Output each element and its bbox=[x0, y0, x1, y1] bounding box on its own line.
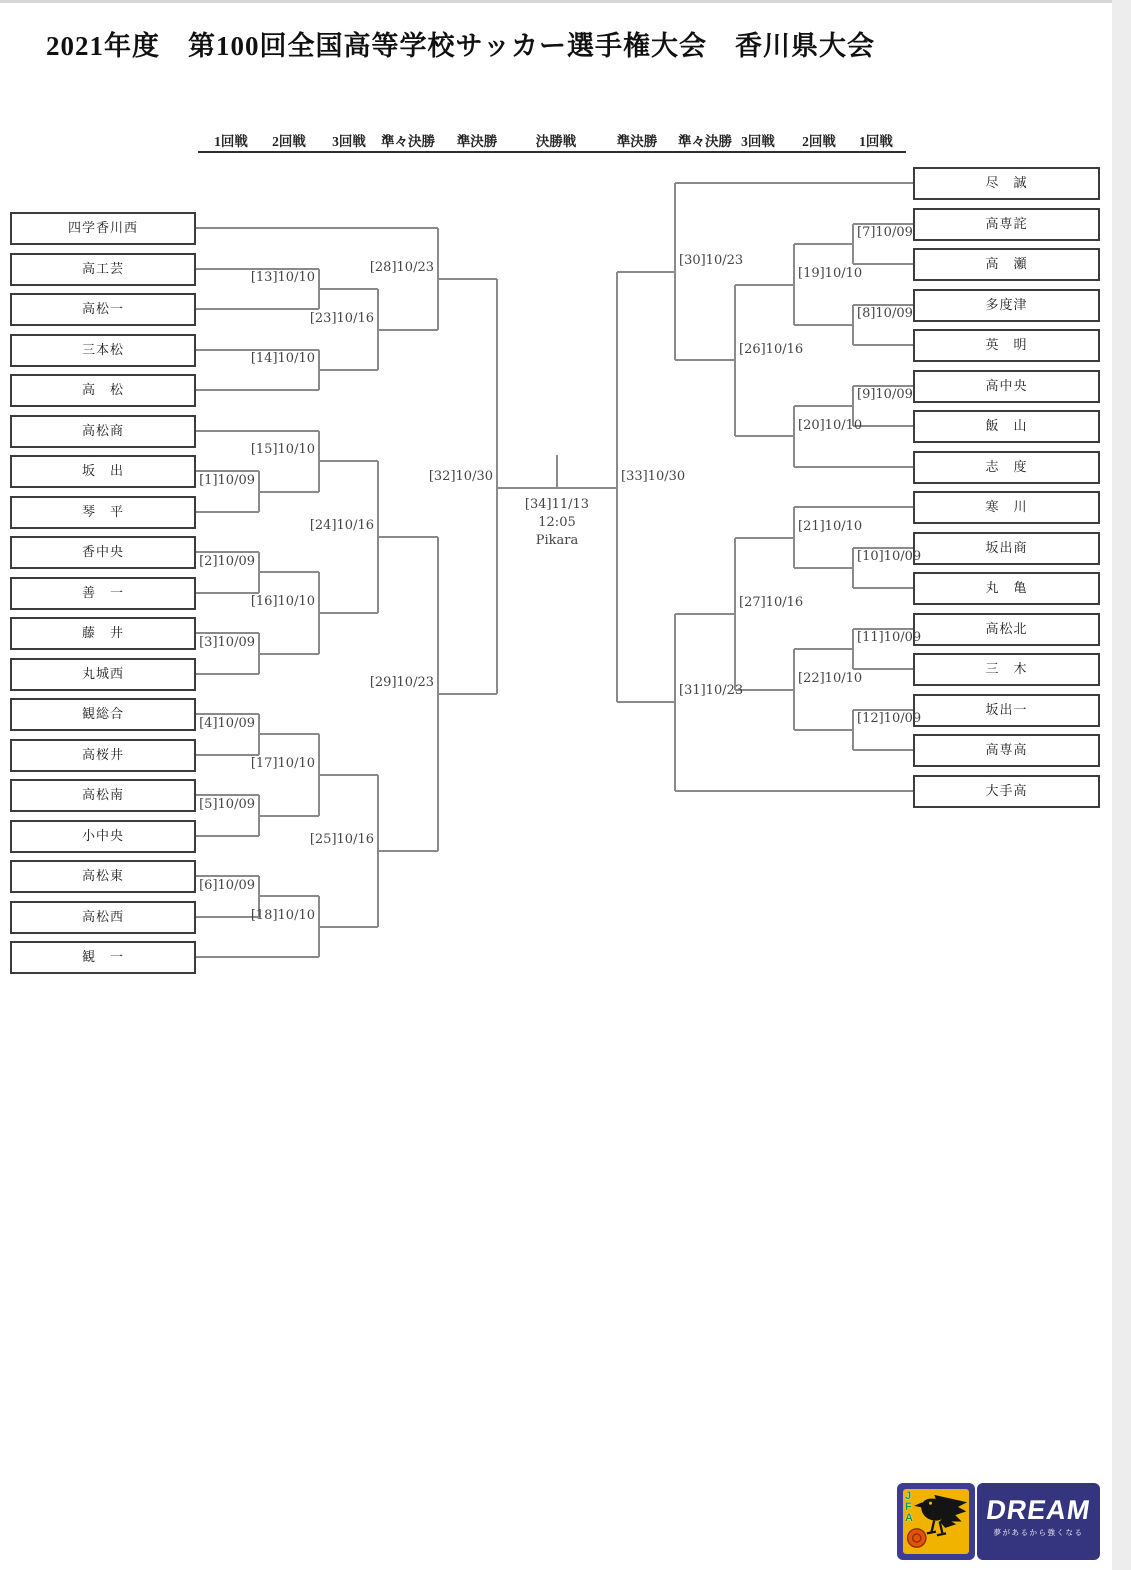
team-box bbox=[913, 694, 1100, 727]
team-name: 丸 亀 bbox=[985, 580, 1028, 595]
match-label-25: [25]10/16 bbox=[309, 832, 374, 847]
team-name: 丸城西 bbox=[81, 666, 124, 681]
team-name: 坂 出 bbox=[81, 463, 124, 478]
team-name: 尽 誠 bbox=[985, 175, 1028, 190]
match-label-29: [29]10/23 bbox=[369, 675, 434, 690]
match-label-7: [7]10/09 bbox=[857, 225, 913, 240]
team-name: 坂出一 bbox=[985, 702, 1028, 717]
team-box bbox=[10, 658, 196, 691]
match-label-31: [31]10/23 bbox=[679, 683, 744, 698]
final-match-venue: Pikara bbox=[535, 533, 579, 548]
team-box bbox=[10, 941, 196, 974]
final-match-time: 12:05 bbox=[538, 515, 576, 530]
team-box bbox=[913, 329, 1100, 362]
team-name: 香中央 bbox=[81, 544, 124, 559]
match-label-13: [13]10/10 bbox=[250, 270, 315, 285]
team-box bbox=[10, 779, 196, 812]
team-name: 観 一 bbox=[81, 949, 124, 964]
team-name: 高中央 bbox=[985, 378, 1028, 393]
team-name: 高 松 bbox=[81, 382, 124, 397]
match-label-14: [14]10/10 bbox=[250, 351, 315, 366]
team-box bbox=[10, 374, 196, 407]
team-box bbox=[913, 208, 1100, 241]
jfa-logo-background bbox=[903, 1489, 969, 1554]
match-label-8: [8]10/09 bbox=[857, 306, 913, 321]
team-name: 四学香川西 bbox=[67, 220, 138, 235]
team-name: 多度津 bbox=[985, 297, 1028, 312]
team-box bbox=[10, 415, 196, 448]
team-name: 小中央 bbox=[81, 828, 124, 843]
match-label-20: [20]10/10 bbox=[798, 418, 863, 433]
match-label-30: [30]10/23 bbox=[679, 253, 744, 268]
match-label-3: [3]10/09 bbox=[199, 635, 255, 650]
team-box bbox=[913, 613, 1100, 646]
match-label-11: [11]10/09 bbox=[857, 630, 922, 645]
team-name: 高松一 bbox=[81, 301, 124, 316]
bracket-lines-final bbox=[497, 455, 617, 488]
round-header-1: 1回戦 bbox=[214, 134, 248, 149]
team-name: 三 木 bbox=[985, 661, 1028, 676]
team-box bbox=[913, 572, 1100, 605]
round-header-2: 2回戦 bbox=[272, 134, 306, 149]
team-name: 高工芸 bbox=[81, 261, 124, 276]
team-box bbox=[913, 734, 1100, 767]
team-name: 高松南 bbox=[81, 787, 124, 802]
team-box bbox=[10, 455, 196, 488]
team-box bbox=[10, 820, 196, 853]
team-box bbox=[10, 334, 196, 367]
page-edge-top bbox=[0, 0, 1112, 3]
match-label-18: [18]10/10 bbox=[250, 908, 315, 923]
team-box bbox=[10, 536, 196, 569]
team-box bbox=[913, 167, 1100, 200]
round-header-10: 2回戦 bbox=[802, 134, 836, 149]
match-label-15: [15]10/10 bbox=[250, 442, 315, 457]
match-label-26: [26]10/16 bbox=[739, 342, 804, 357]
round-header-3: 3回戦 bbox=[332, 134, 366, 149]
team-name: 高松東 bbox=[81, 868, 124, 883]
team-name: 高桜井 bbox=[81, 747, 124, 762]
match-label-2: [2]10/09 bbox=[199, 554, 255, 569]
team-name: 高 瀬 bbox=[985, 256, 1028, 271]
jfa-letter-j: J bbox=[905, 1490, 912, 1502]
team-name: 飯 山 bbox=[985, 418, 1028, 433]
match-label-9: [9]10/09 bbox=[857, 387, 913, 402]
team-box bbox=[913, 775, 1100, 808]
team-box bbox=[913, 451, 1100, 484]
team-name: 高松北 bbox=[985, 621, 1028, 636]
team-box bbox=[10, 253, 196, 286]
round-header-9: 3回戦 bbox=[741, 134, 775, 149]
team-name: 志 度 bbox=[985, 459, 1028, 474]
team-name: 高松商 bbox=[81, 423, 124, 438]
match-label-19: [19]10/10 bbox=[798, 266, 863, 281]
team-box bbox=[913, 248, 1100, 281]
match-label-5: [5]10/09 bbox=[199, 797, 255, 812]
round-header-7: 準決勝 bbox=[616, 134, 658, 149]
match-label-21: [21]10/10 bbox=[798, 519, 863, 534]
team-name: 三本松 bbox=[81, 342, 124, 357]
team-box bbox=[10, 901, 196, 934]
team-name: 英 明 bbox=[985, 337, 1028, 352]
dream-logo bbox=[977, 1483, 1100, 1560]
team-box bbox=[10, 860, 196, 893]
match-label-10: [10]10/09 bbox=[857, 549, 922, 564]
round-header-8: 準々決勝 bbox=[678, 134, 732, 149]
page-title: 2021年度 第100回全国高等学校サッカー選手権大会 香川県大会 bbox=[46, 31, 875, 61]
match-label-17: [17]10/10 bbox=[250, 756, 315, 771]
match-label-4: [4]10/09 bbox=[199, 716, 255, 731]
bracket-lines-right bbox=[617, 183, 913, 791]
final-match-label: [34]11/13 bbox=[524, 497, 590, 512]
team-name: 藤 井 bbox=[81, 625, 124, 640]
team-box bbox=[913, 532, 1100, 565]
team-box bbox=[913, 370, 1100, 403]
match-label-22: [22]10/10 bbox=[798, 671, 863, 686]
team-name: 高松西 bbox=[81, 909, 124, 924]
match-label-16: [16]10/10 bbox=[250, 594, 315, 609]
team-name: 観総合 bbox=[81, 706, 124, 721]
dream-logo-title: DREAM bbox=[984, 1495, 1093, 1525]
match-label-27: [27]10/16 bbox=[739, 595, 804, 610]
final-match-info bbox=[497, 496, 617, 550]
page-edge-right bbox=[1112, 0, 1131, 1570]
team-name: 大手高 bbox=[985, 783, 1028, 798]
round-header-11: 1回戦 bbox=[859, 134, 893, 149]
round-header-5: 準決勝 bbox=[456, 134, 498, 149]
team-name: 寒 川 bbox=[985, 499, 1028, 514]
match-label-12: [12]10/09 bbox=[857, 711, 922, 726]
match-label-6: [6]10/09 bbox=[199, 878, 255, 893]
match-label-32: [32]10/30 bbox=[428, 469, 493, 484]
team-box bbox=[10, 698, 196, 731]
jfa-letter-a: A bbox=[905, 1512, 913, 1524]
jfa-logo bbox=[897, 1483, 975, 1560]
team-box bbox=[913, 491, 1100, 524]
team-name: 善 一 bbox=[81, 585, 124, 600]
team-box bbox=[10, 212, 196, 245]
match-label-28: [28]10/23 bbox=[369, 260, 434, 275]
jfa-letters bbox=[905, 1491, 913, 1524]
match-label-24: [24]10/16 bbox=[309, 518, 374, 533]
round-header-6: 決勝戦 bbox=[535, 134, 577, 149]
team-box bbox=[913, 653, 1100, 686]
jfa-letter-f: F bbox=[905, 1501, 912, 1513]
team-box bbox=[10, 293, 196, 326]
team-name: 坂出商 bbox=[985, 540, 1028, 555]
team-name: 琴 平 bbox=[81, 504, 124, 519]
team-box bbox=[10, 739, 196, 772]
dream-logo-subtitle: 夢があるから強くなる bbox=[993, 1528, 1084, 1537]
match-label-23: [23]10/16 bbox=[309, 311, 374, 326]
team-name: 高専詫 bbox=[985, 216, 1028, 231]
bracket-lines-left bbox=[196, 228, 497, 957]
match-label-33: [33]10/30 bbox=[621, 469, 686, 484]
team-box bbox=[913, 410, 1100, 443]
match-label-1: [1]10/09 bbox=[199, 473, 255, 488]
team-box bbox=[10, 617, 196, 650]
team-box bbox=[10, 496, 196, 529]
team-name: 高専高 bbox=[985, 742, 1028, 757]
team-box bbox=[10, 577, 196, 610]
team-box bbox=[913, 289, 1100, 322]
round-header-4: 準々決勝 bbox=[381, 134, 435, 149]
header-rule bbox=[198, 151, 906, 153]
